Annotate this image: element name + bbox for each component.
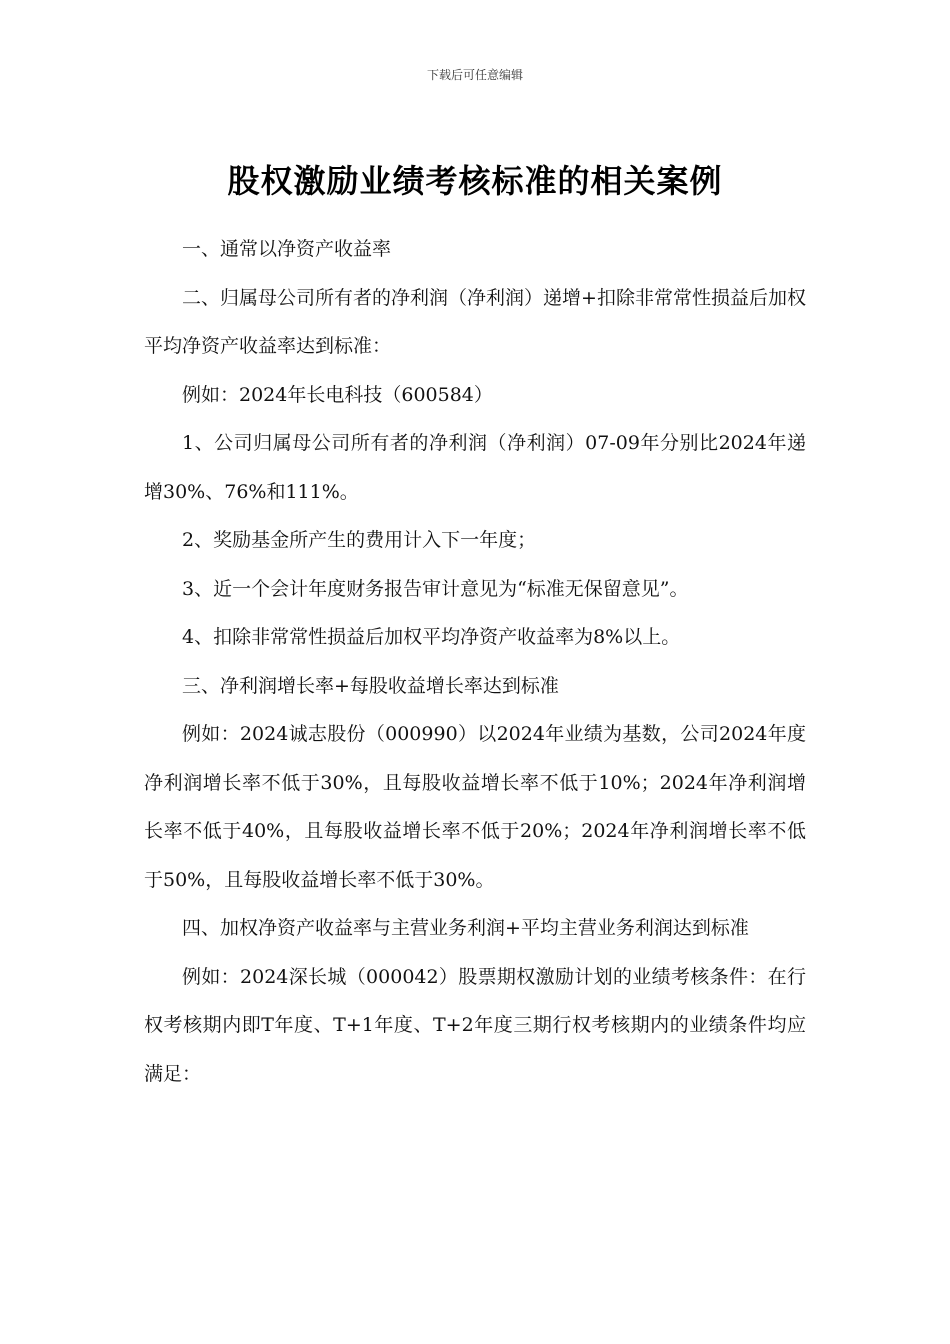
- paragraph-section-4: 四、加权净资产收益率与主营业务利润+平均主营业务利润达到标准: [182, 917, 749, 939]
- header-note: 下载后可任意编辑: [426, 68, 523, 82]
- paragraph-example-3: 例如：2024深长城（000042）股票期权激励计划的业绩考核条件：在行权考核期内即T年度、T+1年度、T+2年度三期行权考核期内的业绩条件均应满足：: [144, 965, 806, 1085]
- paragraph-example-1: 例如：2024年长电科技（600584）: [182, 383, 493, 406]
- paragraph-section-2: 二、归属母公司所有者的净利润（净利润）递增+扣除非常常性损益后加权平均净资产收益率达到标准：: [144, 286, 806, 357]
- paragraph-item-2: 2、奖励基金所产生的费用计入下一年度；: [182, 529, 537, 551]
- paragraph-item-3: 3、近一个会计年度财务报告审计意见为“标准无保留意见”。: [182, 577, 689, 600]
- document-title: 股权激励业绩考核标准的相关案例: [227, 162, 723, 200]
- paragraph-item-4: 4、扣除非常常性损益后加权平均净资产收益率为8%以上。: [182, 626, 681, 648]
- paragraph-example-2: 例如：2024诚志股份（000990）以2024年业绩为基数，公司2024年度净利润增长率不低于30%，且每股收益增长率不低于10%；2024年净利润增长率不低于40%，且每股收益增长率不低于20%；2024年净利润增长率不低于50%，且每股收益增长率不低于30%。: [144, 723, 806, 891]
- paragraph-section-1: 一、通常以净资产收益率: [182, 238, 392, 260]
- document-body: [144, 225, 806, 1098]
- paragraph-section-3: 三、净利润增长率+每股收益增长率达到标准: [182, 674, 559, 697]
- paragraph-item-1: 1、公司归属母公司所有者的净利润（净利润）07-09年分别比2024年递增30%、76%和111%。: [144, 432, 806, 503]
